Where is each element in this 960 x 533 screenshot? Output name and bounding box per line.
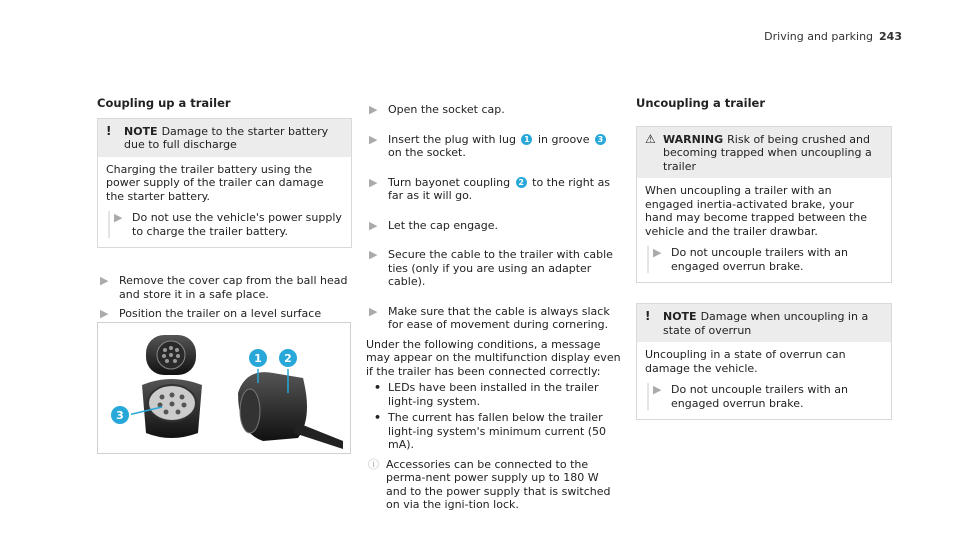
mid-step-3 [366,176,621,203]
arrow-icon: ▶ [369,175,378,189]
info-note [366,458,621,512]
note-text: Uncoupling in a state of overrun can damage the vehicle. [645,348,846,375]
note-heading: Damage when uncoupling in a state of overrun [663,310,869,337]
coupling-note-box [97,118,352,249]
step-text: Secure the cable to the trailer with cable ties (only if you are using an adapter cable). [388,248,613,288]
arrow-icon: ▶ [369,248,378,261]
note-body [98,157,351,248]
svg-text:3: 3 [116,409,124,422]
mid-step-1 [366,103,621,117]
step-text: Open the socket cap. [388,103,505,116]
note-header [637,304,891,342]
step-text: Let the cap engage. [388,218,499,232]
step-text: Make sure that the cable is always slack for ease of movement during cornering. [388,304,610,331]
callout-badge-1: 1 [521,134,532,145]
condition-bullet-2 [374,411,621,452]
socket-drawing [98,323,350,453]
note-heading: Damage to the starter battery due to full discharge [124,124,329,151]
arrow-icon: ▶ [653,246,662,259]
warning-box [636,126,892,284]
exclamation-icon: ! [645,309,651,323]
arrow-icon: ▶ [369,218,378,232]
uncoupling-note-box [636,303,892,420]
step-text: Position the trailer on a level surface [119,307,322,320]
socket-illustration [97,322,351,454]
note-body [637,342,891,419]
mid-step-5 [366,248,621,289]
warning-step-text: Do not uncouple trailers with an engaged overrun brake. [671,246,848,273]
coupling-column [97,97,352,354]
callout-3 [110,405,130,425]
step-text: Turn bayonet coupling [388,175,511,189]
step-text: Remove the cover cap from the ball head and store it in a safe place. [119,274,348,301]
warning-body [637,178,891,282]
plug-cable [294,423,343,449]
uncoupling-title: Uncoupling a trailer [636,96,766,110]
arrow-icon: ▶ [653,383,662,396]
section-title: Driving and parking [764,30,874,43]
arrow-icon: ▶ [369,103,378,116]
warning-header [637,127,891,179]
note-text: Charging the trailer battery using the power supply of the trailer can damage the starter battery. [106,162,324,203]
note-header [98,119,351,157]
bullet-icon: • [374,411,382,424]
info-text: Accessories can be connected to the perma-nent power supply up to 180 W and to the power supply that is switched on via the igni-tion lock. [386,457,611,511]
uncoupling-column [636,97,892,430]
arrow-icon: ▶ [369,132,378,146]
callout-1 [248,348,268,368]
page-number: 243 [879,30,902,43]
info-icon: ⓘ [368,457,379,471]
warning-label: WARNING [663,132,724,146]
note-step [108,211,343,238]
step-text: Insert the plug with lug [388,132,516,146]
step-text: to the right as far as it will go. [388,175,611,202]
mid-step-6 [366,305,621,332]
svg-text:1: 1 [254,352,262,365]
mid-step-4 [366,219,621,233]
callout-2 [278,348,298,368]
bullet-icon: • [374,381,382,394]
note-label: NOTE [663,310,697,323]
callout-badge-3: 3 [595,134,606,145]
condition-bullet-1 [374,381,621,408]
note-label: NOTE [124,124,158,138]
mid-step-2 [366,133,621,160]
bullet-text: LEDs have been installed in the trailer light-ing system. [388,381,599,408]
arrow-icon: ▶ [369,304,378,318]
svg-text:2: 2 [284,352,292,365]
warning-heading: Risk of being crushed and becoming trapped when uncoupling a trailer [663,132,872,173]
instructions-column [366,97,621,518]
conditions-paragraph: Under the following conditions, a message may appear on the multifunction display even if the trailer has been connected correctly: [366,337,621,378]
note-step-text: Do not uncouple trailers with an engaged overrun brake. [671,383,848,410]
page-header [764,30,902,44]
warning-step [647,246,883,273]
warning-triangle-icon: ⚠ [645,131,656,146]
step-text: in groove [537,132,590,146]
note-step-text: Do not use the vehicle's power supply to charge the trailer battery. [132,211,342,238]
callout-badge-2: 2 [516,177,527,188]
coupling-step-1 [97,274,352,301]
note-step [647,383,883,410]
arrow-icon: ▶ [114,211,123,224]
exclamation-icon: ! [106,123,112,138]
step-text: on the socket. [388,146,466,159]
warning-text: When uncoupling a trailer with an engaged inertia-activated brake, your hand may become trapped between the vehicle and the trailer drawbar. [645,184,868,238]
arrow-icon: ▶ [100,307,109,320]
coupling-title: Coupling up a trailer [97,96,231,110]
bullet-text: The current has fallen below the trailer light-ing system's minimum current (50 mA). [388,411,607,451]
arrow-icon: ▶ [100,274,109,287]
